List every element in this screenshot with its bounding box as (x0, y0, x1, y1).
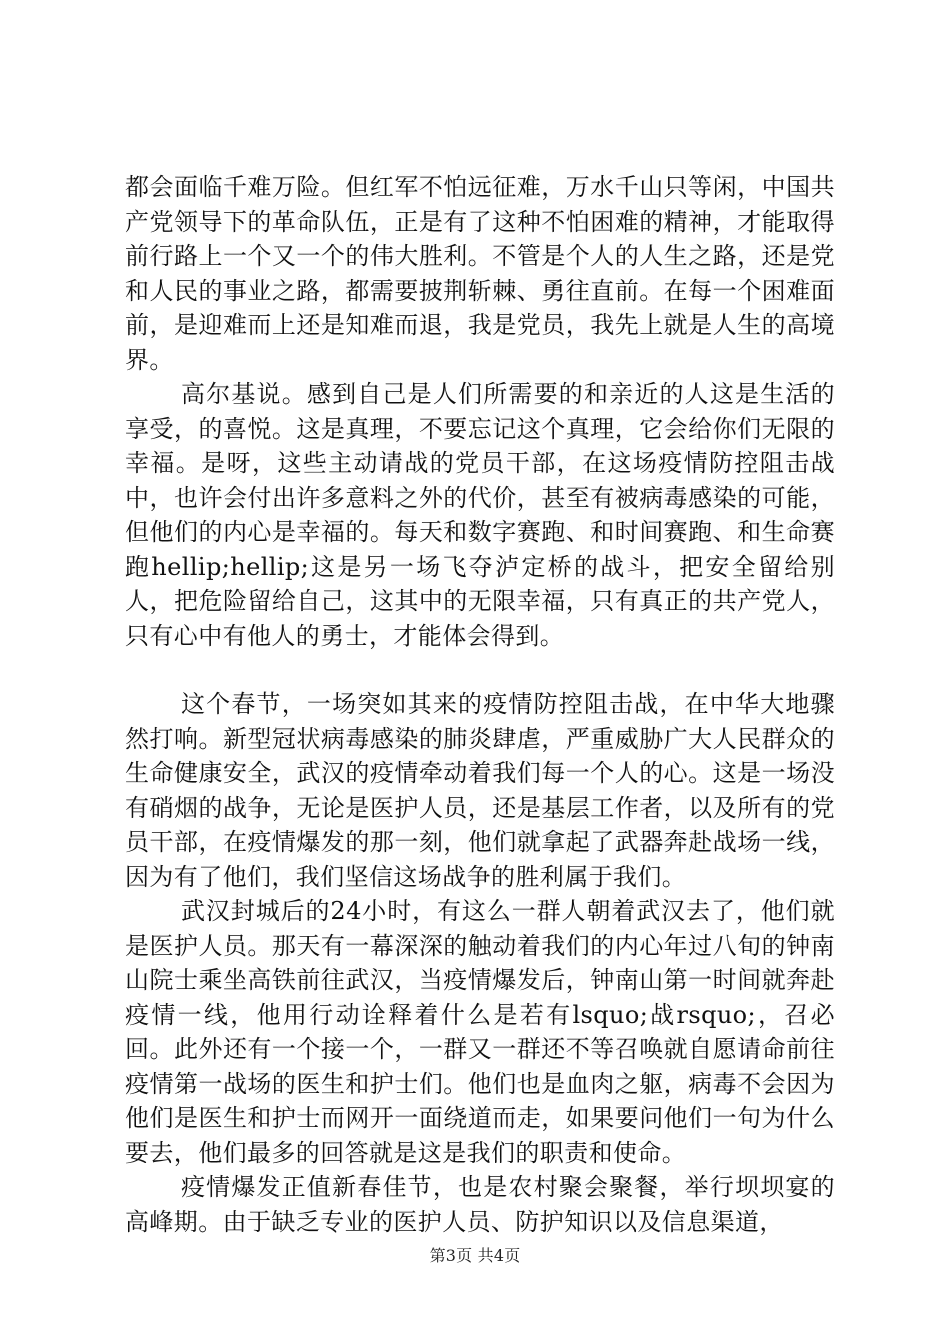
paragraph-4: 武汉封城后的24小时，有这么一群人朝着武汉去了，他们就是医护人员。那天有一幕深深的触动着我们的内心年过八旬的钟南山院士乘坐高铁前往武汉，当疫情爆发后，钟南山第一时间就奔赴疫情一线，他用行动诠释着什么是若有lsquo;战rsquo;，召必回。此外还有一个接一个，一群又一群还不等召唤就自愿请命前往疫情第一战场的医生和护士们。他们也是血肉之躯，病毒不会因为他们是医生和护士而网开一面绕道而走，如果要问他们一句为什么要去，他们最多的回答就是这是我们的职责和使命。 (125, 897, 835, 1167)
paragraph-3: 这个春节，一场突如其来的疫情防控阻击战，在中华大地骤然打响。新型冠状病毒感染的肺炎肆虐，严重威胁广大人民群众的生命健康安全，武汉的疫情牵动着我们每一个人的心。这是一场没有硝烟的战争，无论是医护人员，还是基层工作者，以及所有的党员干部，在疫情爆发的那一刻，他们就拿起了武器奔赴战场一线，因为有了他们，我们坚信这场战争的胜利属于我们。 (125, 690, 835, 891)
paragraph-1: 都会面临千难万险。但红军不怕远征难，万水千山只等闲，中国共产党领导下的革命队伍，正是有了这种不怕困难的精神，才能取得前行路上一个又一个的伟大胜利。不管是个人的人生之路，还是党和人民的事业之路，都需要披荆斩棘、勇往直前。在每一个困难面前，是迎难而上还是知难而退，我是党员，我先上就是人生的高境界。 (125, 173, 835, 374)
page-footer: 第3页 共4页 (429, 1246, 521, 1265)
paragraph-2: 高尔基说。感到自己是人们所需要的和亲近的人这是生活的享受，的喜悦。这是真理，不要忘记这个真理，它会给你们无限的幸福。是呀，这些主动请战的党员干部，在这场疫情防控阻击战中，也许会付出许多意料之外的代价，甚至有被病毒感染的可能，但他们的内心是幸福的。每天和数字赛跑、和时间赛跑、和生命赛跑hellip;hellip;这是另一场飞夺泸定桥的战斗，把安全留给别人，把危险留给自己，这其中的无限幸福，只有真正的共产党人，只有心中有他人的勇士，才能体会得到。 (125, 380, 835, 650)
document-body (125, 170, 835, 1239)
paragraph-5: 疫情爆发正值新春佳节，也是农村聚会聚餐，举行坝坝宴的高峰期。由于缺乏专业的医护人员、防护知识以及信息渠道， (125, 1173, 835, 1236)
